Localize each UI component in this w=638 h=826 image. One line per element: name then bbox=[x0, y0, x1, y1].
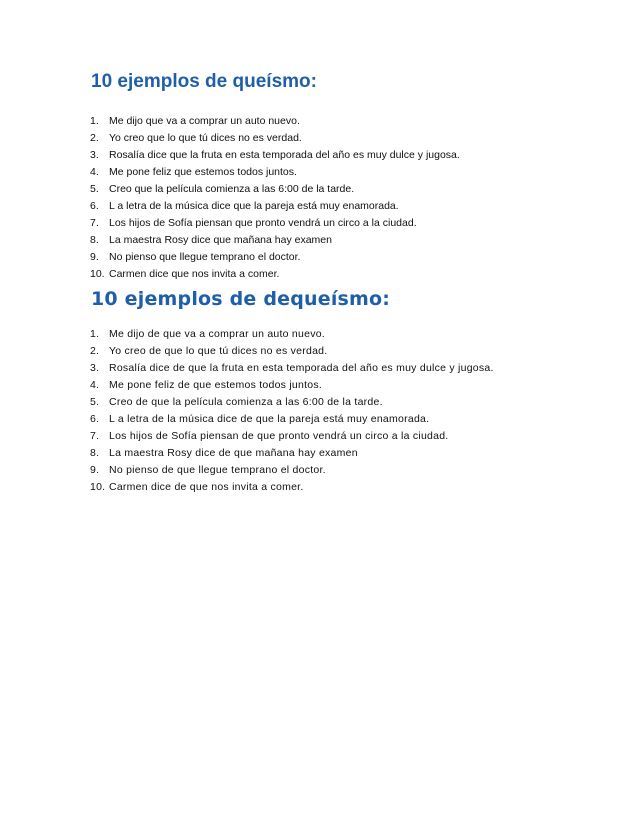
list-item bbox=[0, 343, 638, 360]
item-number: 9. bbox=[90, 251, 99, 263]
item-number: 3. bbox=[90, 362, 100, 374]
item-number: 6. bbox=[90, 200, 99, 212]
item-number: 8. bbox=[90, 234, 99, 246]
item-text: Rosalía dice de que la fruta en esta temporada del año es muy dulce y jugosa. bbox=[109, 362, 494, 374]
item-text: L a letra de la música dice que la pareja está muy enamorada. bbox=[109, 200, 399, 212]
item-number: 9. bbox=[90, 464, 100, 476]
item-number: 6. bbox=[90, 413, 100, 425]
list-item bbox=[0, 411, 638, 428]
list-item bbox=[0, 479, 638, 496]
item-number: 4. bbox=[90, 166, 99, 178]
item-text: La maestra Rosy dice de que mañana hay examen bbox=[109, 447, 358, 459]
item-text: Los hijos de Sofía piensan que pronto vendrá un circo a la ciudad. bbox=[109, 217, 417, 229]
list-item bbox=[0, 181, 638, 198]
item-number: 10. bbox=[90, 481, 106, 493]
item-number: 1. bbox=[90, 115, 99, 127]
item-number: 4. bbox=[90, 379, 100, 391]
dequeismo-heading: 10 ejemplos de dequeísmo: bbox=[91, 288, 391, 310]
item-text: Carmen dice que nos invita a comer. bbox=[109, 268, 280, 280]
item-text: Yo creo de que lo que tú dices no es verdad. bbox=[109, 345, 328, 357]
list-item bbox=[0, 164, 638, 181]
list-item bbox=[0, 394, 638, 411]
item-text: Me dijo que va a comprar un auto nuevo. bbox=[109, 115, 300, 127]
item-text: Creo de que la película comienza a las 6:00 de la tarde. bbox=[109, 396, 383, 408]
item-text: No pienso de que llegue temprano el doctor. bbox=[109, 464, 326, 476]
list-item bbox=[0, 377, 638, 394]
item-text: L a letra de la música dice de que la pareja está muy enamorada. bbox=[109, 413, 430, 425]
queismo-list bbox=[0, 113, 638, 283]
list-item bbox=[0, 130, 638, 147]
list-item bbox=[0, 232, 638, 249]
list-item bbox=[0, 147, 638, 164]
item-number: 7. bbox=[90, 430, 100, 442]
list-item bbox=[0, 249, 638, 266]
list-item bbox=[0, 215, 638, 232]
item-text: Carmen dice de que nos invita a comer. bbox=[109, 481, 304, 493]
list-item bbox=[0, 360, 638, 377]
item-text: Me pone feliz que estemos todos juntos. bbox=[109, 166, 297, 178]
item-text: Me dijo de que va a comprar un auto nuevo. bbox=[109, 328, 325, 340]
list-item bbox=[0, 445, 638, 462]
list-item bbox=[0, 113, 638, 130]
item-number: 5. bbox=[90, 396, 100, 408]
item-text: La maestra Rosy dice que mañana hay examen bbox=[109, 234, 332, 246]
item-text: Rosalía dice que la fruta en esta temporada del año es muy dulce y jugosa. bbox=[109, 149, 460, 161]
item-number: 5. bbox=[90, 183, 99, 195]
item-text: Los hijos de Sofía piensan de que pronto vendrá un circo a la ciudad. bbox=[109, 430, 449, 442]
item-number: 1. bbox=[90, 328, 100, 340]
list-item bbox=[0, 462, 638, 479]
list-item bbox=[0, 266, 638, 283]
item-number: 2. bbox=[90, 345, 100, 357]
item-text: No pienso que llegue temprano el doctor. bbox=[109, 251, 301, 263]
list-item bbox=[0, 198, 638, 215]
item-number: 8. bbox=[90, 447, 100, 459]
item-number: 7. bbox=[90, 217, 99, 229]
dequeismo-list bbox=[0, 326, 638, 496]
item-text: Creo que la película comienza a las 6:00 de la tarde. bbox=[109, 183, 355, 195]
item-text: Me pone feliz de que estemos todos juntos. bbox=[109, 379, 323, 391]
item-number: 10. bbox=[90, 268, 105, 280]
list-item bbox=[0, 326, 638, 343]
item-text: Yo creo que lo que tú dices no es verdad. bbox=[109, 132, 302, 144]
list-item bbox=[0, 428, 638, 445]
item-number: 3. bbox=[90, 149, 99, 161]
queismo-heading: 10 ejemplos de queísmo: bbox=[91, 71, 317, 92]
item-number: 2. bbox=[90, 132, 99, 144]
